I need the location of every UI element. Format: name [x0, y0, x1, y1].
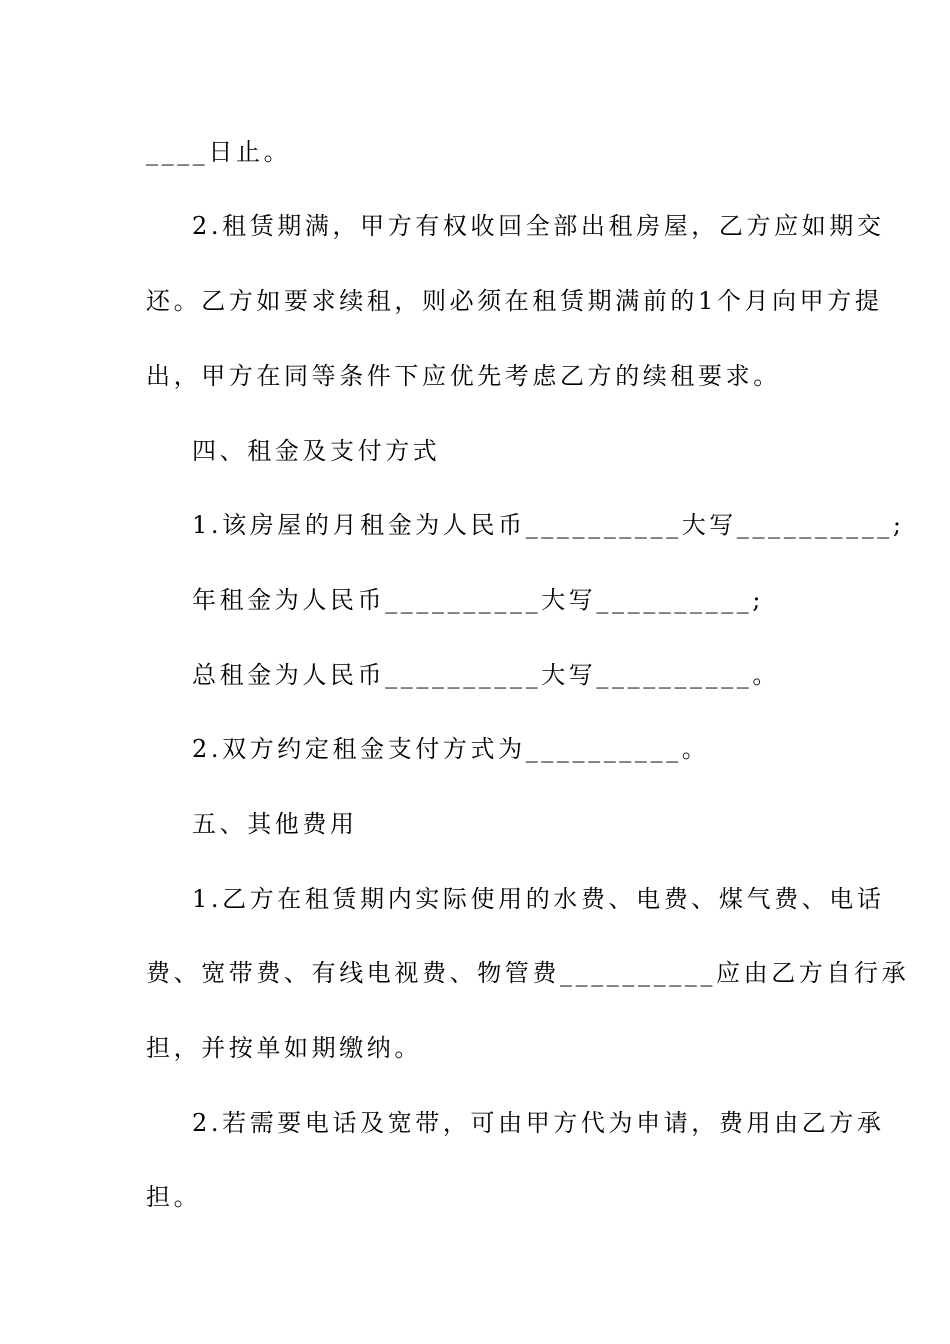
- text-line: 年租金为人民币__________大写__________;: [192, 586, 765, 614]
- text-line: ____日止。: [146, 138, 292, 166]
- text-line: 担，并按单如期缴纳。: [146, 1034, 422, 1062]
- text-line: 1.该房屋的月租金为人民币__________大写__________;: [192, 511, 905, 539]
- text-line: 还。乙方如要求续租，则必须在租赁期满前的1个月向甲方提: [146, 287, 883, 315]
- section-heading: 五、其他费用: [192, 810, 358, 838]
- text-line: 2.双方约定租金支付方式为__________。: [192, 735, 710, 763]
- text-line: 2.若需要电话及宽带，可由甲方代为申请，费用由乙方承: [192, 1109, 885, 1137]
- text-line: 1.乙方在租赁期内实际使用的水费、电费、煤气费、电话: [192, 885, 885, 913]
- text-line: 总租金为人民币__________大写__________。: [192, 661, 780, 689]
- section-heading: 四、租金及支付方式: [192, 437, 441, 465]
- text-line: 2.租赁期满，甲方有权收回全部出租房屋，乙方应如期交: [192, 212, 885, 240]
- text-line: 担。: [146, 1183, 202, 1211]
- text-line: 出，甲方在同等条件下应优先考虑乙方的续租要求。: [146, 362, 781, 390]
- text-line: 费、宽带费、有线电视费、物管费__________应由乙方自行承: [146, 959, 910, 987]
